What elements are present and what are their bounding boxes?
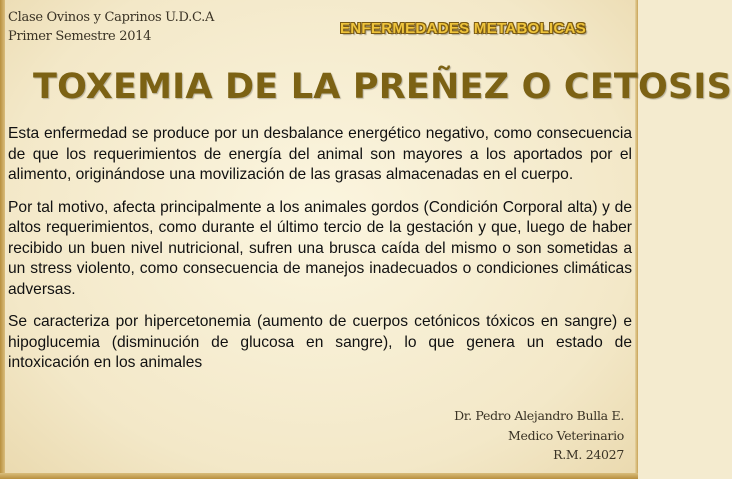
- course-semester: Primer Semestre 2014: [8, 29, 152, 44]
- paragraph-cause: Esta enfermedad se produce por un desbalance energético negativo, como consecuencia de que los requerimientos de energía del animal son mayores a los aportados por el alimento, originándose una movilización de las grasas almacenadas en el cuerpo.: [8, 125, 632, 183]
- slide-left-border: [0, 0, 5, 479]
- author-role: Medico Veterinario: [508, 427, 624, 443]
- course-name: Clase Ovinos y Caprinos U.D.C.A: [8, 10, 215, 25]
- author-signature: [454, 406, 624, 465]
- course-info: [8, 8, 214, 46]
- author-name: Dr. Pedro Alejandro Bulla E.: [454, 408, 624, 423]
- slide-bottom-border: [0, 473, 638, 479]
- topic-heading: ENFERMEDADES METABOLICAS: [340, 20, 587, 37]
- author-license: R.M. 24027: [553, 447, 624, 462]
- paragraph-symptoms: Se caracteriza por hipercetonemia (aumento de cuerpos cetónicos tóxicos en sangre) e hipoglucemia (disminución de glucosa en sangre), lo que genera un estado de intoxicación en los animales: [8, 313, 632, 371]
- slide-title: TOXEMIA DE LA PREÑEZ O CETOSIS: [33, 67, 732, 107]
- paragraph-risk: Por tal motivo, afecta principalmente a los animales gordos (Condición Corporal alta) y de altos requerimientos, como durante el último tercio de la gestación y que, luego de haber recibido un buen nivel nutricional, sufren una brusca caída del mismo o son sometidas a un stress violento, como consecuencia de manejos inadecuados o condiciones climáticas adversas.: [8, 198, 632, 298]
- slide-body: [8, 124, 632, 374]
